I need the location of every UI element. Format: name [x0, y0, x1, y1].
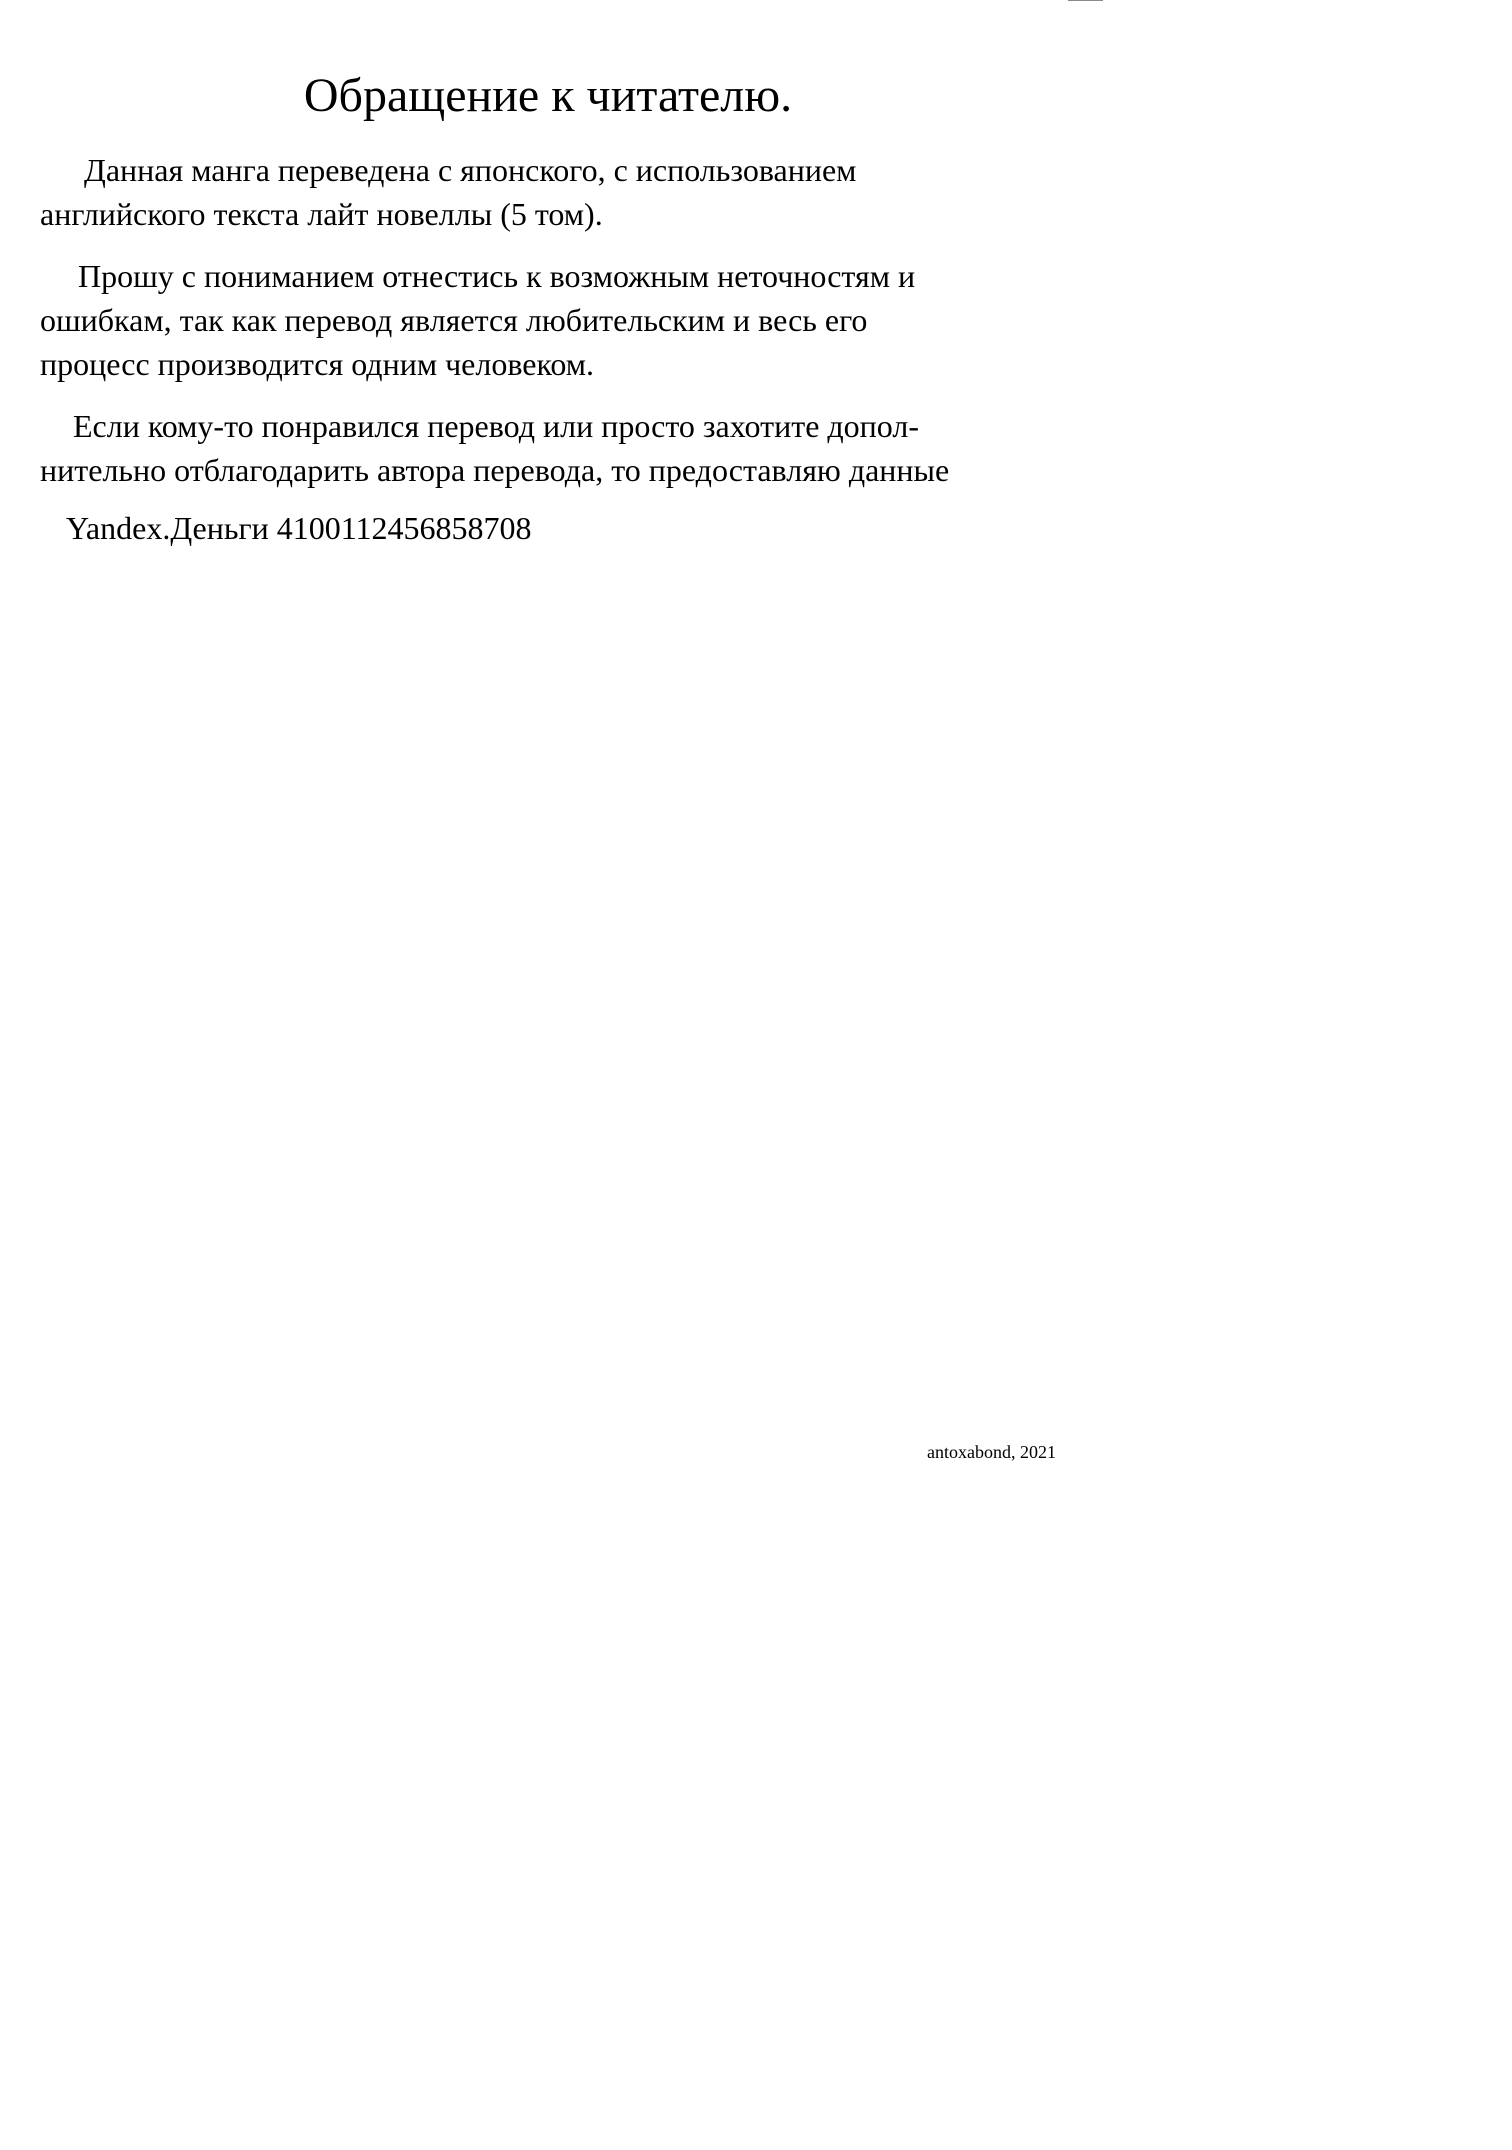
- paragraph-line: ошибкам, так как перевод является любительским и весь его: [40, 302, 868, 338]
- paragraph-line: Прошу с пониманием отнестись к возможным неточностям и: [78, 258, 916, 294]
- page-title: Обращение к читателю.: [303, 69, 793, 122]
- paragraph-line: английского текста лайт новеллы (5 том).: [40, 196, 603, 232]
- paragraph-translation-source: [40, 148, 1060, 236]
- paragraph-donation: [40, 404, 1060, 492]
- paragraph-line: Если кому-то понравился перевод или просто захотите допол-: [73, 408, 919, 444]
- paragraph-line: нительно отблагодарить автора перевода, то предоставляю данные: [40, 452, 950, 488]
- footer-credit: antoxabond, 2021: [927, 1442, 1056, 1462]
- payment-details: Yandex.Деньги 4100112456858708: [66, 510, 532, 546]
- paragraph-line: Данная манга переведена с японского, с использованием: [84, 152, 857, 188]
- paragraph-line: процесс производится одним человеком.: [40, 346, 595, 382]
- paragraph-apology: [40, 254, 1060, 386]
